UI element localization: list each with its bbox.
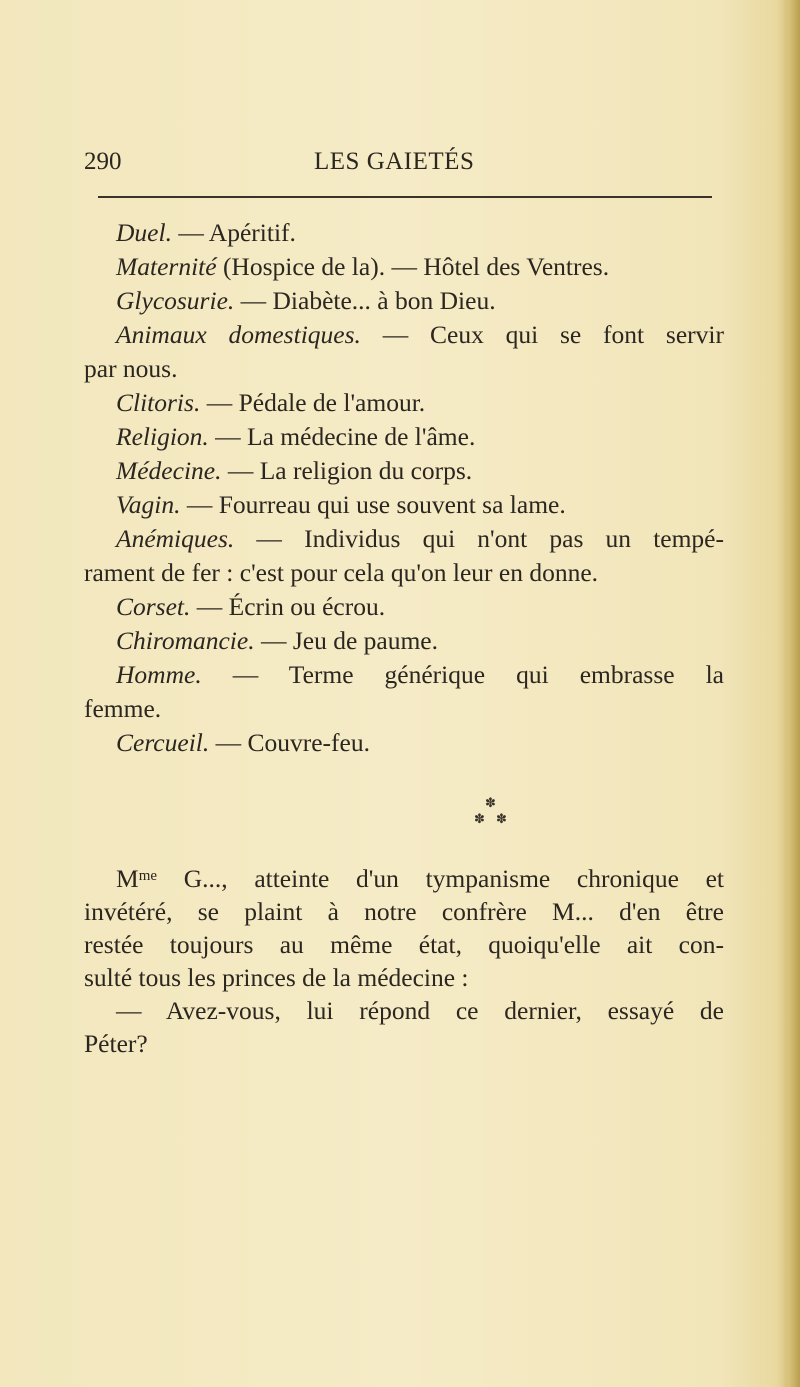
entry-term: Vagin. — [116, 490, 181, 519]
entry-definition: — Apéritif. — [171, 218, 296, 247]
entry-definition: — Couvre-feu. — [209, 728, 370, 757]
anecdote-text: G..., atteinte d'un tympanisme chronique et — [157, 864, 724, 893]
entry-medecine — [84, 454, 724, 488]
entry-term: Chiromancie. — [116, 626, 255, 655]
anecdote-line — [84, 994, 724, 1027]
page-edge — [782, 0, 800, 1387]
star-icon: ✽ — [474, 811, 485, 826]
entry-continuation: par nous. — [84, 354, 178, 383]
anecdote-text: sulté tous les princes de la médecine : — [84, 963, 469, 992]
entry-term: Maternité — [116, 252, 217, 281]
entry-continuation: rament de fer : c'est pour cela qu'on leur en donne. — [84, 558, 599, 587]
star-icon: ✽ — [485, 795, 496, 810]
entry-definition: — Pédale de l'amour. — [200, 388, 426, 417]
asterism-separator — [470, 795, 530, 835]
entry-duel — [84, 216, 724, 250]
anecdote-text: — Avez-vous, lui répond ce dernier, essayé de — [116, 996, 724, 1025]
entry-definition: — Ceux qui se font servir — [360, 320, 724, 349]
entry-clitoris — [84, 386, 724, 420]
header-rule — [98, 196, 712, 198]
anecdote-line: restée toujours au même état, quoiqu'elle ait con- — [84, 930, 724, 959]
anecdote-line — [84, 961, 724, 994]
entry-definition: — Diabète... à bon Dieu. — [234, 286, 496, 315]
definitions-list — [84, 216, 724, 760]
entry-animaux — [84, 318, 724, 352]
mme-superscript: me — [138, 868, 158, 884]
entry-definition: (Hospice de la). — Hôtel des Ventres. — [216, 252, 610, 281]
entry-definition: — La religion du corps. — [221, 456, 473, 485]
entry-term: Religion. — [116, 422, 209, 451]
entry-religion — [84, 420, 724, 454]
star-icon: ✽ — [496, 811, 507, 826]
entry-definition: — Fourreau qui use souvent sa lame. — [180, 490, 566, 519]
entry-cercueil — [84, 726, 724, 760]
running-title: LES GAIETÉS — [314, 148, 475, 175]
entry-term: Médecine. — [116, 456, 222, 485]
entry-homme — [84, 658, 724, 692]
entry-term: Duel. — [116, 218, 172, 247]
entry-maternite — [84, 250, 724, 284]
anecdote-line: Péter? — [84, 1029, 148, 1058]
anecdote-paragraph — [84, 860, 724, 1060]
entry-chiromancie — [84, 624, 724, 658]
anecdote-line: invétéré, se plaint à notre confrère M... d'en être — [84, 897, 724, 926]
entry-term: Cercueil. — [116, 728, 210, 757]
entry-glycosurie — [84, 284, 724, 318]
entry-definition: — Terme générique qui embrasse la — [201, 660, 724, 689]
entry-term: Animaux domestiques. — [116, 320, 361, 349]
entry-corset — [84, 590, 724, 624]
entry-definition: — Individus qui n'ont pas un tempé- — [234, 524, 724, 553]
entry-continuation: femme. — [84, 694, 162, 723]
anecdote-line — [84, 860, 724, 895]
entry-definition: — La médecine de l'âme. — [208, 422, 476, 451]
entry-term: Homme. — [116, 660, 202, 689]
entry-definition: — Jeu de paume. — [254, 626, 438, 655]
mme-abbrev: M — [116, 864, 139, 893]
page-header — [84, 148, 714, 188]
page-number: 290 — [84, 148, 122, 175]
entry-term: Clitoris. — [116, 388, 201, 417]
entry-vagin — [84, 488, 724, 522]
entry-term: Corset. — [116, 592, 191, 621]
entry-term: Glycosurie. — [116, 286, 235, 315]
entry-definition: — Écrin ou écrou. — [190, 592, 386, 621]
entry-anemiques — [84, 522, 724, 556]
entry-term: Anémiques. — [116, 524, 235, 553]
